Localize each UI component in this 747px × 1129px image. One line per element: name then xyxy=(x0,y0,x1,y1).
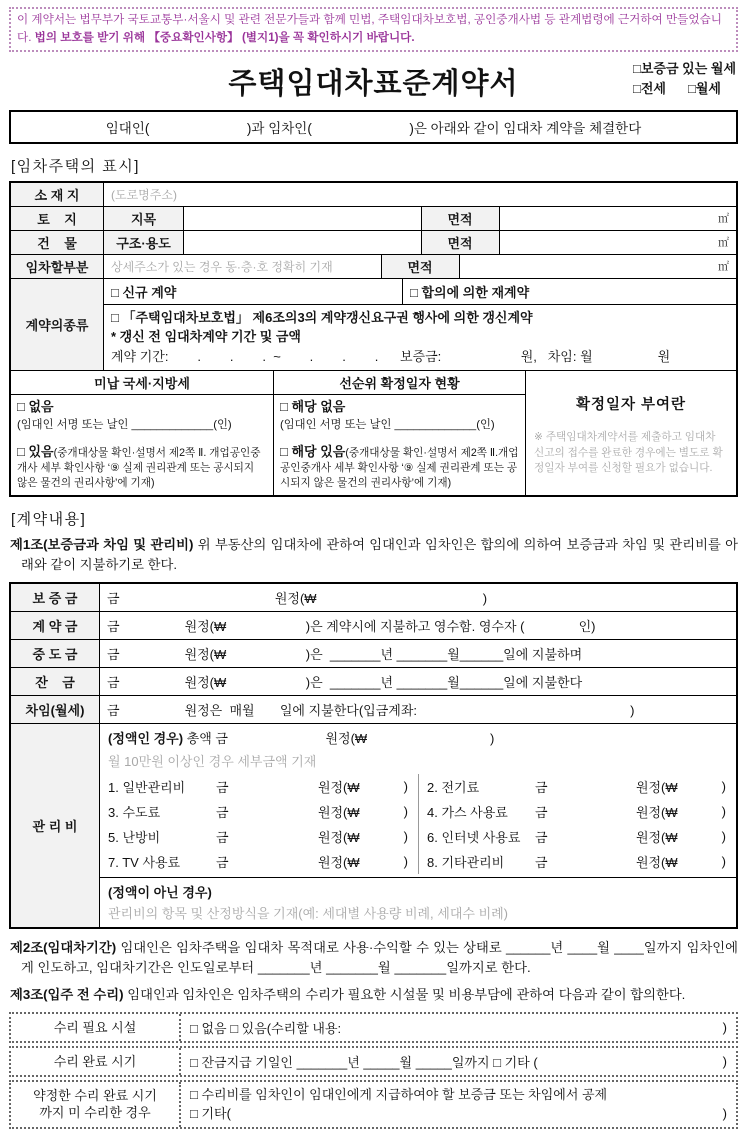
repair-table xyxy=(9,1012,738,1129)
payment-table xyxy=(9,582,738,929)
close-paren: ) xyxy=(722,1106,727,1122)
mgmt-item-electric[interactable] xyxy=(418,774,736,799)
article-1 xyxy=(10,535,738,575)
row-address xyxy=(11,183,736,206)
row-repair-not-done xyxy=(9,1080,738,1129)
fixed-date-grant-column xyxy=(525,371,736,495)
page-title: 주택임대차표준계약서 xyxy=(228,67,519,100)
down-payment-field[interactable]: 금 원정(₩ )은 계약시에 지불하고 영수함. 영수자 ( 인) xyxy=(99,612,736,639)
close-paren: ) xyxy=(721,804,726,820)
wonjeong-label: 원정(₩ xyxy=(635,805,678,821)
contract-type-options xyxy=(633,59,736,99)
tax-exists-label: □ 있음 xyxy=(17,444,54,459)
mgmt-variable-note-field[interactable]: 관리비의 항목 및 산정방식을 기재(예: 세대별 사용량 비례, 세대수 비례) xyxy=(108,906,509,922)
senior-none-signature-field[interactable]: (임대인 서명 또는 날인 _____________(인) xyxy=(280,419,495,432)
close-paren: ) xyxy=(403,804,408,820)
land-category-field[interactable] xyxy=(183,207,421,230)
mgmt-fixed-total-text: 총액 금 원정(₩ ) xyxy=(183,731,495,747)
geum-label: 금 xyxy=(216,780,229,796)
label-address: 소 재 지 xyxy=(11,183,103,206)
tax-and-fixed-date-section xyxy=(11,370,736,495)
section-heading-contents: [계약내용] xyxy=(11,511,87,529)
previous-contract-note: * 갱신 전 임대차계약 기간 및 금액 xyxy=(111,329,301,345)
fixed-date-grant-title: 확정일자 부여란 xyxy=(575,397,687,414)
mgmt-item-name: 8. 기타관리비 xyxy=(427,855,505,871)
mgmt-item-name: 5. 난방비 xyxy=(108,830,161,846)
section-heading-housing: [임차주택의 표시] xyxy=(11,157,140,175)
housing-table xyxy=(9,181,738,497)
geum-label: 금 xyxy=(535,830,548,846)
close-paren: ) xyxy=(721,854,726,870)
label-repair-deadline: 수리 완료 시기 xyxy=(11,1048,181,1075)
land-area-field[interactable] xyxy=(499,207,737,230)
row-repair-deadline xyxy=(9,1046,738,1077)
label-leased-area: 면적 xyxy=(381,255,459,278)
row-down-payment xyxy=(11,611,736,639)
interim-payment-field[interactable]: 금 원정(₩ )은 _______년 _______월______일에 지불하며 xyxy=(99,640,736,667)
mgmt-item-general[interactable] xyxy=(100,774,418,799)
mgmt-item-name: 4. 가스 사용료 xyxy=(427,805,508,821)
checkbox-other[interactable]: □ 기타( xyxy=(190,1106,231,1122)
checkbox-renewal-by-law[interactable]: □ 「주택임대차보호법」 제6조의3의 계약갱신요구권 행사에 의한 갱신계약 xyxy=(111,309,533,325)
monthly-rent-field[interactable]: 금 원정은 매월 일에 지불한다(입금계좌: ) xyxy=(99,696,736,723)
mgmt-fixed-case-label: (정액인 경우) xyxy=(108,731,184,747)
checkbox-senior-none[interactable]: □ 해당 없음 xyxy=(280,399,346,415)
checkbox-tax-exists[interactable] xyxy=(17,443,267,490)
row-balance xyxy=(11,667,736,695)
label-leased-part: 임차할부분 xyxy=(11,255,103,278)
mgmt-fixed-total-field[interactable] xyxy=(100,724,736,749)
geum-label: 금 xyxy=(535,855,548,871)
tax-exists-detail: (중개대상물 확인·설명서 제2쪽 Ⅱ. 개업공인중개사 세부 확인사항 ‘⑨ 실제 권리관계 또는 공시되지 않은 물건의 권리사항’에 기재) xyxy=(17,447,261,489)
wonjeong-label: 원정(₩ xyxy=(317,805,360,821)
label-repair-not-done xyxy=(11,1082,181,1127)
geum-label: 금 xyxy=(216,855,229,871)
geum-label: 금 xyxy=(535,780,548,796)
label-building: 건 물 xyxy=(11,231,103,254)
row-interim-payment xyxy=(11,639,736,667)
label-repair-needed: 수리 필요 시설 xyxy=(11,1014,181,1041)
wonjeong-label: 원정(₩ xyxy=(635,780,678,796)
deposit-field[interactable]: 금 원정(₩ ) xyxy=(99,584,736,611)
legal-notice-bold-text: 법의 보호를 받기 위해 【중요확인사항】 (별지1)을 꼭 확인하시기 바랍니다. xyxy=(34,30,415,44)
close-paren: ) xyxy=(722,1019,727,1035)
repair-needed-field[interactable] xyxy=(181,1014,736,1041)
repair-deadline-field[interactable] xyxy=(181,1048,736,1075)
label-deposit: 보 증 금 xyxy=(11,584,99,611)
article-3-title: 제3조(입주 전 수리) xyxy=(10,986,124,1002)
mgmt-item-gas[interactable] xyxy=(418,799,736,824)
geum-label: 금 xyxy=(216,830,229,846)
geum-label: 금 xyxy=(535,805,548,821)
mgmt-item-name: 6. 인터넷 사용료 xyxy=(427,830,521,846)
repair-deadline-text: □ 잔금지급 기일인 _______년 _____월 _____일까지 □ 기타 ( xyxy=(190,1054,538,1070)
mgmt-items-grid xyxy=(100,774,736,877)
mgmt-item-other[interactable] xyxy=(418,849,736,874)
close-paren: ) xyxy=(403,779,408,795)
previous-contract-period-field[interactable]: 계약 기간: . . . ~ . . . 보증금: 원, 차임: 월 원 xyxy=(111,348,671,364)
article-1-title: 제1조(보증금과 차임 및 관리비) xyxy=(10,537,194,553)
label-land: 토 지 xyxy=(11,207,103,230)
parties-statement[interactable]: 임대인( )과 임차인( )은 아래와 같이 임대차 계약을 체결한다 xyxy=(9,110,738,144)
wonjeong-label: 원정(₩ xyxy=(635,855,678,871)
leased-part-field[interactable] xyxy=(103,255,381,278)
title-row xyxy=(9,55,738,105)
row-management-fee xyxy=(11,723,736,927)
senior-exists-detail: (중개대상물 확인·설명서 제2쪽 Ⅱ.개업공인중개사 세부 확인사항 ‘⑨ 실제 권리관계 또는 공시되지 않은 물건의 권리사항’에 기재) xyxy=(280,447,519,489)
mgmt-item-tv[interactable] xyxy=(100,849,418,874)
label-land-area: 면적 xyxy=(421,207,499,230)
senior-fixed-date-header: 선순위 확정일자 현황 xyxy=(274,371,525,395)
label-monthly-rent: 차임(월세) xyxy=(11,696,99,723)
article-2-title: 제2조(임대차기간) xyxy=(10,940,117,956)
wonjeong-label: 원정(₩ xyxy=(317,780,360,796)
structure-use-field[interactable] xyxy=(183,231,421,254)
mgmt-item-name: 3. 수도료 xyxy=(108,805,161,821)
checkbox-jeonse[interactable]: □전세 xyxy=(633,81,666,97)
row-contract-kind xyxy=(11,278,736,371)
land-area-unit: ㎡ xyxy=(718,213,729,226)
article-1-text: 위 부동산의 임대차에 관하여 임대인과 임차인은 합의에 의하여 보증금과 차임 및 관리비를 아래와 같이 지불하기로 한다. xyxy=(21,537,738,573)
close-paren: ) xyxy=(403,854,408,870)
mgmt-item-internet[interactable] xyxy=(418,824,736,849)
label-interim-payment: 중 도 금 xyxy=(11,640,99,667)
senior-fixed-date-column xyxy=(273,371,525,495)
label-repair-not-done-line2: 까지 미 수리한 경우 xyxy=(39,1105,151,1121)
checkbox-deduct-from-deposit[interactable]: □ 수리비를 임차인이 임대인에게 지급하여야 할 보증금 또는 차임에서 공제 xyxy=(190,1086,608,1102)
repair-needed-text: □ 없음 □ 있음(수리할 내용: xyxy=(190,1020,342,1036)
tax-none-signature-field[interactable]: (임대인 서명 또는 날인 _____________(인) xyxy=(17,419,232,432)
article-3 xyxy=(10,985,738,1005)
unpaid-tax-header: 미납 국세·지방세 xyxy=(11,371,273,395)
mgmt-item-water[interactable] xyxy=(100,799,418,824)
wonjeong-label: 원정(₩ xyxy=(635,830,678,846)
legal-notice-text: 이 계약서는 법무부가 국토교통부·서울시 및 관련 전문가들과 함께 민법, 주택임대차보호법, 공인중개사법 등 관계법령에 근거하여 만들었습니다. xyxy=(17,13,722,44)
balance-field[interactable]: 금 원정(₩ )은 _______년 _______월______일에 지불한다 xyxy=(99,668,736,695)
article-2 xyxy=(10,938,738,978)
building-area-field[interactable] xyxy=(499,231,737,254)
legal-notice-box xyxy=(9,7,738,52)
mgmt-detail-note: 월 10만원 이상인 경우 세부금액 기재 xyxy=(108,754,317,770)
mgmt-item-name: 2. 전기료 xyxy=(427,780,480,796)
row-repair-needed xyxy=(9,1012,738,1043)
checkbox-deposit-monthly[interactable]: □보증금 있는 월세 xyxy=(633,60,736,76)
close-paren: ) xyxy=(721,779,726,795)
label-repair-not-done-line1: 약정한 수리 완료 시기 xyxy=(33,1087,157,1103)
checkbox-monthly[interactable]: □월세 xyxy=(687,81,721,97)
label-down-payment: 계 약 금 xyxy=(11,612,99,639)
checkbox-renewal-by-agreement[interactable]: □ 합의에 의한 재계약 xyxy=(402,279,736,304)
article-3-text: 임대인과 임차인은 임차주택의 수리가 필요한 시설물 및 비용부담에 관하여 다음과 같이 합의한다. xyxy=(123,986,686,1002)
row-leased-part xyxy=(11,254,736,278)
label-management-fee: 관 리 비 xyxy=(11,724,99,927)
leased-area-field[interactable] xyxy=(459,255,737,278)
close-paren: ) xyxy=(403,829,408,845)
repair-not-done-field[interactable] xyxy=(181,1082,736,1127)
row-monthly-rent xyxy=(11,695,736,723)
geum-label: 금 xyxy=(216,805,229,821)
wonjeong-label: 원정(₩ xyxy=(317,830,360,846)
address-field[interactable] xyxy=(103,183,736,206)
row-deposit xyxy=(11,584,736,611)
building-area-unit: ㎡ xyxy=(718,237,729,250)
label-contract-kind: 계약의종류 xyxy=(11,279,103,371)
fixed-date-grant-note: ※ 주택임대차계약서를 제출하고 임대차 신고의 접수를 완료한 경우에는 별도로 확정일자 부여를 신청할 필요가 없습니다. xyxy=(534,431,723,475)
checkbox-new-contract[interactable]: □ 신규 계약 xyxy=(111,284,177,300)
close-paren: ) xyxy=(721,829,726,845)
wonjeong-label: 원정(₩ xyxy=(317,855,360,871)
label-balance: 잔 금 xyxy=(11,668,99,695)
close-paren: ) xyxy=(722,1053,727,1069)
address-placeholder: (도로명주소) xyxy=(111,187,177,202)
label-building-area: 면적 xyxy=(421,231,499,254)
leased-area-unit: ㎡ xyxy=(718,261,729,274)
row-building xyxy=(11,230,736,254)
mgmt-item-heating[interactable] xyxy=(100,824,418,849)
mgmt-item-name: 7. TV 사용료 xyxy=(108,855,181,871)
checkbox-senior-exists[interactable] xyxy=(280,443,519,490)
senior-exists-label: □ 해당 있음 xyxy=(280,444,346,459)
mgmt-variable-case-label: (정액이 아닌 경우) xyxy=(100,877,736,902)
label-structure-use: 구조·용도 xyxy=(103,231,183,254)
article-2-text: 임대인은 임차주택을 임대차 목적대로 사용·수익할 수 있는 상태로 ______년 ____월 ____일까지 임차인에게 인도하고, 임대차기간은 인도일로부터 _______년 _______월 _______일까지로 한다. xyxy=(21,940,738,975)
mgmt-item-name: 1. 일반관리비 xyxy=(108,780,186,796)
unpaid-tax-column xyxy=(11,371,273,495)
checkbox-tax-none[interactable]: □ 없음 xyxy=(17,399,54,415)
row-land xyxy=(11,206,736,230)
label-land-category: 지목 xyxy=(103,207,183,230)
leased-part-placeholder: 상세주소가 있는 경우 동·층·호 정확히 기재 xyxy=(111,259,333,274)
